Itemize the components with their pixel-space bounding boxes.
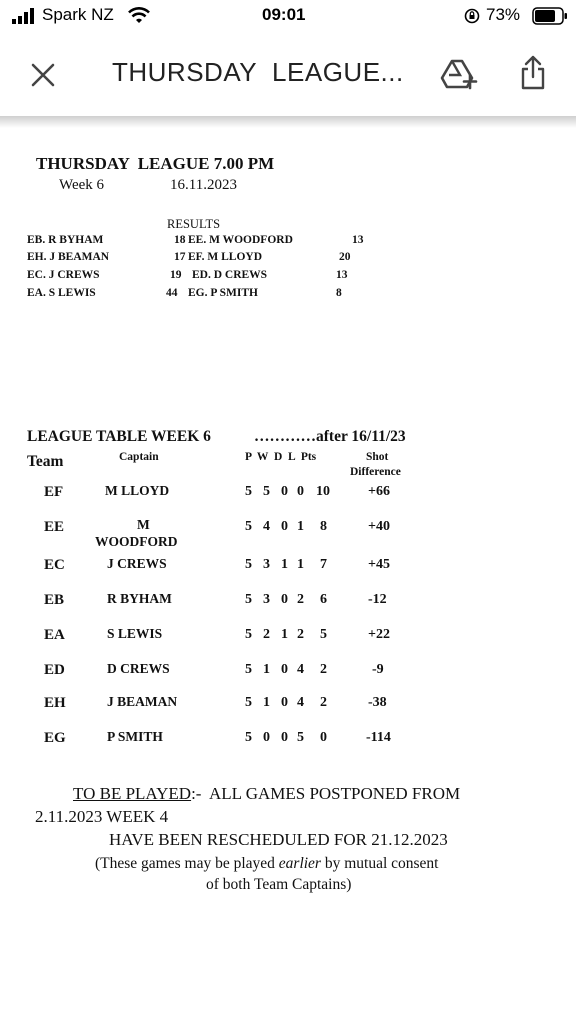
- battery-icon: [532, 7, 568, 25]
- orientation-lock-icon: [464, 8, 480, 24]
- document-title: THURSDAY LEAGUE...: [112, 57, 404, 87]
- drawn: 0: [281, 592, 288, 607]
- lost: 0: [297, 484, 304, 499]
- league-table-title: LEAGUE TABLE WEEK 6: [27, 428, 211, 445]
- column-captain: Captain: [119, 451, 159, 463]
- played: 5: [245, 484, 252, 499]
- result-away: EF. M LLOYD: [188, 251, 263, 263]
- drawn: 0: [281, 695, 288, 710]
- won: 0: [263, 730, 270, 745]
- notice-postponed: :- ALL GAMES POSTPONED FROM: [191, 784, 461, 803]
- notice-line-5: of both Team Captains): [206, 876, 352, 893]
- date-label: 16.11.2023: [170, 177, 237, 193]
- played: 5: [245, 662, 252, 677]
- league-heading: THURSDAY LEAGUE 7.00 PM: [36, 154, 275, 173]
- close-icon[interactable]: [30, 62, 56, 88]
- shot-difference: +45: [368, 557, 390, 572]
- team-code: ED: [44, 662, 65, 678]
- captain-name: WOODFORD: [95, 534, 178, 549]
- notice-line-2: 2.11.2023 WEEK 4: [35, 807, 169, 826]
- won: 5: [263, 484, 270, 499]
- wifi-icon: [127, 7, 151, 25]
- captain-name: P SMITH: [107, 729, 163, 744]
- points: 0: [320, 730, 327, 745]
- played: 5: [245, 627, 252, 642]
- captain-name: M: [137, 517, 150, 532]
- column-difference: Difference: [350, 466, 401, 478]
- result-home-score: 17: [174, 251, 186, 263]
- to-be-played-label: TO BE PLAYED: [73, 784, 192, 803]
- notice-line-4: [95, 855, 439, 873]
- points: 2: [320, 662, 327, 677]
- points: 8: [320, 519, 327, 534]
- result-home: EH. J BEAMAN: [27, 251, 110, 263]
- drawn: 0: [281, 484, 288, 499]
- league-table-date: …………after 16/11/23: [254, 428, 406, 445]
- shot-difference: -114: [366, 730, 391, 745]
- shot-difference: -9: [372, 662, 384, 677]
- shot-difference: -38: [368, 695, 387, 710]
- share-icon[interactable]: [518, 55, 548, 91]
- won: 4: [263, 519, 270, 534]
- week-label: Week 6: [59, 177, 105, 193]
- shot-difference: +22: [368, 627, 390, 642]
- lost: 2: [297, 627, 304, 642]
- team-code: EG: [44, 730, 66, 746]
- notice-line-1: [73, 784, 460, 804]
- team-code: EB: [44, 592, 65, 608]
- battery-percent: 73%: [486, 5, 521, 24]
- drawn: 0: [281, 519, 288, 534]
- notice-line-3: HAVE BEEN RESCHEDULED FOR 21.12.2023: [109, 830, 448, 849]
- lost: 1: [297, 519, 304, 534]
- points: 7: [320, 557, 327, 572]
- result-home: EB. R BYHAM: [27, 234, 104, 246]
- lost: 4: [297, 662, 304, 677]
- carrier-name: Spark NZ: [42, 5, 114, 24]
- notice-text: by mutual consent: [320, 855, 439, 872]
- column-pwdl: P W D L Pts: [245, 451, 317, 463]
- won: 3: [263, 592, 270, 607]
- signal-icon: [12, 8, 36, 24]
- results-heading: RESULTS: [167, 217, 221, 231]
- clock: 09:01: [262, 5, 306, 24]
- points: 5: [320, 627, 327, 642]
- notice-emphasis: earlier: [278, 855, 321, 872]
- drawn: 1: [281, 627, 288, 642]
- shot-difference: -12: [368, 592, 387, 607]
- add-to-drive-icon[interactable]: [440, 58, 478, 90]
- result-away-score: 13: [336, 269, 348, 281]
- status-bar: [0, 0, 576, 34]
- result-home-score: 44: [166, 287, 178, 299]
- shot-difference: +66: [368, 484, 390, 499]
- played: 5: [245, 592, 252, 607]
- captain-name: M LLOYD: [105, 483, 170, 498]
- won: 2: [263, 627, 270, 642]
- result-away: EE. M WOODFORD: [188, 234, 293, 246]
- result-away-score: 8: [336, 287, 342, 299]
- toolbar-shadow: [0, 116, 576, 128]
- lost: 1: [297, 557, 304, 572]
- notice-text: (These games may be played: [95, 855, 279, 872]
- result-home: EC. J CREWS: [27, 269, 100, 281]
- team-code: EC: [44, 557, 65, 573]
- captain-name: R BYHAM: [107, 591, 172, 606]
- shot-difference: +40: [368, 519, 390, 534]
- column-team: Team: [27, 453, 64, 470]
- won: 3: [263, 557, 270, 572]
- captain-name: S LEWIS: [107, 626, 163, 641]
- played: 5: [245, 557, 252, 572]
- team-code: EA: [44, 627, 65, 643]
- captain-name: J CREWS: [107, 556, 167, 571]
- drawn: 0: [281, 730, 288, 745]
- lost: 2: [297, 592, 304, 607]
- result-away-score: 20: [339, 251, 351, 263]
- points: 10: [316, 484, 330, 499]
- played: 5: [245, 695, 252, 710]
- team-code: EF: [44, 484, 64, 500]
- captain-name: J BEAMAN: [107, 694, 178, 709]
- drawn: 1: [281, 557, 288, 572]
- team-code: EE: [44, 519, 65, 535]
- played: 5: [245, 519, 252, 534]
- lost: 4: [297, 695, 304, 710]
- team-code: EH: [44, 695, 66, 711]
- result-home-score: 18: [174, 234, 186, 246]
- result-away: ED. D CREWS: [192, 269, 268, 281]
- column-shot: Shot: [366, 451, 389, 463]
- won: 1: [263, 695, 270, 710]
- result-home: EA. S LEWIS: [27, 287, 96, 299]
- drawn: 0: [281, 662, 288, 677]
- won: 1: [263, 662, 270, 677]
- result-home-score: 19: [170, 269, 182, 281]
- points: 6: [320, 592, 327, 607]
- lost: 5: [297, 730, 304, 745]
- points: 2: [320, 695, 327, 710]
- result-away: EG. P SMITH: [188, 287, 258, 299]
- played: 5: [245, 730, 252, 745]
- document-page: [0, 130, 576, 1024]
- captain-name: D CREWS: [107, 661, 170, 676]
- result-away-score: 13: [352, 234, 364, 246]
